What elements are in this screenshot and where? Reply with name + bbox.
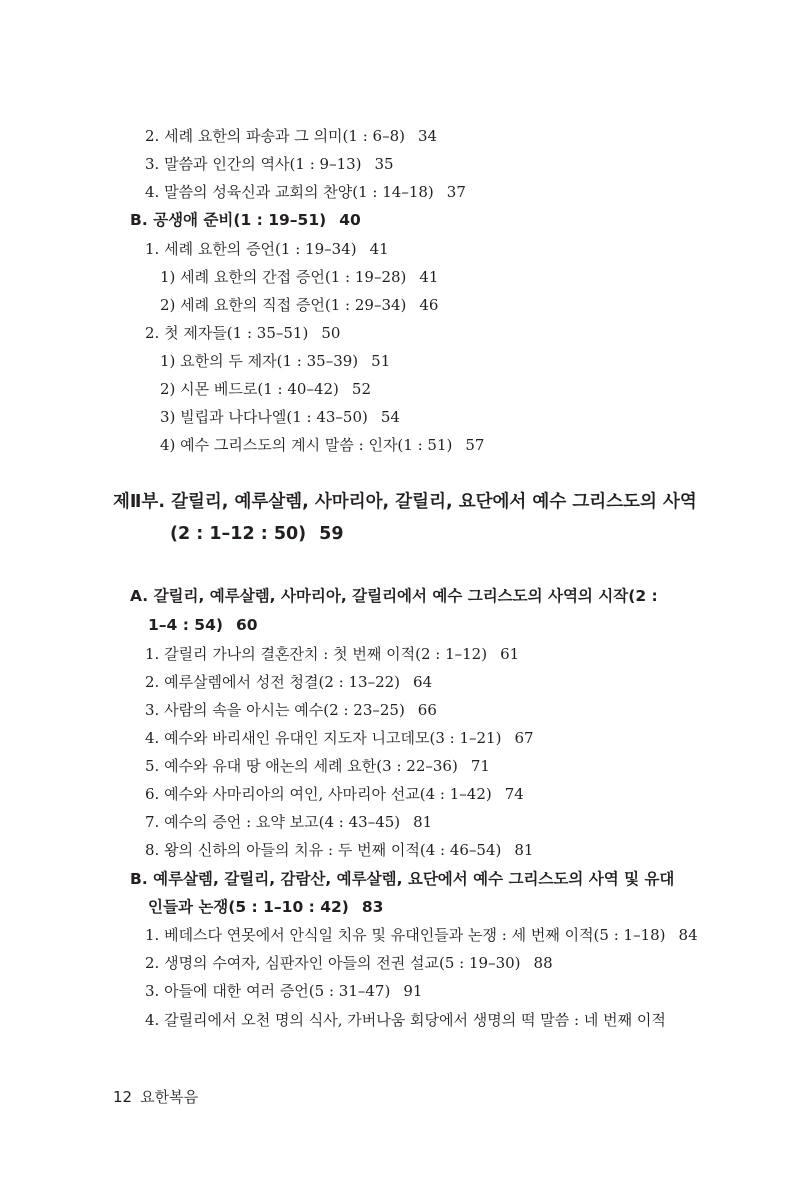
toc-entry <box>145 640 519 668</box>
subentry-page-number: 41 <box>419 268 439 286</box>
entry-page-number: 71 <box>470 757 490 775</box>
entry-title: 1. 세례 요한의 증언(1 : 19–34) <box>145 240 357 258</box>
section-page-number: 40 <box>339 211 361 229</box>
subentry-page-number: 57 <box>465 436 485 454</box>
toc-entry <box>145 752 490 780</box>
subentry-page-number: 46 <box>419 296 439 314</box>
toc-entry <box>145 150 394 178</box>
footer-page-number: 12 <box>113 1088 133 1106</box>
subentry-title: 1) 요한의 두 제자(1 : 35–39) <box>160 352 359 370</box>
subentry-page-number: 51 <box>371 352 391 370</box>
part-page-number: 59 <box>319 524 344 544</box>
toc-subentry <box>160 403 400 431</box>
toc-entry <box>145 921 698 949</box>
toc-subentry <box>160 347 390 375</box>
entry-title: 3. 아들에 대한 여러 증언(5 : 31–47) <box>145 982 391 1000</box>
entry-page-number: 81 <box>413 813 433 831</box>
entry-page-number: 67 <box>514 729 534 747</box>
entry-page-number: 61 <box>500 645 520 663</box>
entry-page-number: 81 <box>514 841 534 859</box>
toc-entry <box>145 808 432 836</box>
subentry-title: 2) 시몬 베드로(1 : 40–42) <box>160 380 339 398</box>
toc-part-heading <box>113 486 697 518</box>
entry-page-number: 35 <box>374 155 394 173</box>
entry-title: 4. 말씀의 성육신과 교회의 찬양(1 : 14–18) <box>145 183 434 201</box>
entry-title: 3. 말씀과 인간의 역사(1 : 9–13) <box>145 155 362 173</box>
entry-title: 1. 베데스다 연못에서 안식일 치유 및 유대인들과 논쟁 : 세 번째 이적(5 : 1–18) <box>145 926 666 944</box>
toc-entry <box>145 724 534 752</box>
entry-title: 3. 사람의 속을 아시는 예수(2 : 23–25) <box>145 701 405 719</box>
page-footer <box>113 1083 198 1111</box>
toc-part-heading-continued <box>170 518 344 550</box>
toc-entry <box>145 319 340 347</box>
entry-page-number: 88 <box>533 954 553 972</box>
subentry-page-number: 54 <box>380 408 400 426</box>
entry-page-number: 64 <box>413 673 433 691</box>
toc-section-heading <box>130 582 658 610</box>
toc-entry <box>145 668 432 696</box>
entry-title: 2. 첫 제자들(1 : 35–51) <box>145 324 309 342</box>
toc-entry <box>145 1006 666 1034</box>
section-page-number: 60 <box>235 616 258 634</box>
toc-subentry <box>160 291 438 319</box>
subentry-title: 3) 빌립과 나다나엘(1 : 43–50) <box>160 408 368 426</box>
section-title: A. 갈릴리, 예루살렘, 사마리아, 갈릴리에서 예수 그리스도의 사역의 시작(2 : <box>130 587 658 605</box>
toc-entry <box>145 122 437 150</box>
subentry-page-number: 52 <box>351 380 371 398</box>
entry-title: 4. 예수와 바리새인 유대인 지도자 니고데모(3 : 1–21) <box>145 729 502 747</box>
toc-section-heading-continued <box>148 611 258 639</box>
toc-subentry <box>160 263 438 291</box>
toc-entry <box>145 836 533 864</box>
entry-page-number: 34 <box>417 127 438 145</box>
entry-title: 4. 갈릴리에서 오천 명의 식사, 가버나움 회당에서 생명의 떡 말씀 : 네 번째 이적 <box>145 1011 666 1029</box>
part-title-continued: (2 : 1–12 : 50) <box>170 524 307 544</box>
toc-entry <box>145 780 524 808</box>
toc-section-heading <box>130 865 674 893</box>
entry-title: 2. 생명의 수여자, 심판자인 아들의 전권 설교(5 : 19–30) <box>145 954 521 972</box>
entry-page-number: 50 <box>321 324 341 342</box>
toc-entry <box>145 178 466 206</box>
toc-subentry <box>160 375 371 403</box>
entry-page-number: 74 <box>504 785 524 803</box>
entry-title: 5. 예수와 유대 땅 애논의 세례 요한(3 : 22–36) <box>145 757 458 775</box>
section-page-number: 83 <box>361 898 384 916</box>
toc-entry <box>145 949 553 977</box>
entry-page-number: 84 <box>678 926 698 944</box>
entry-title: 2. 예루살렘에서 성전 청결(2 : 13–22) <box>145 673 401 691</box>
entry-title: 1. 갈릴리 가나의 결혼잔치 : 첫 번째 이적(2 : 1–12) <box>145 645 488 663</box>
entry-page-number: 66 <box>417 701 437 719</box>
entry-title: 8. 왕의 신하의 아들의 치유 : 두 번째 이적(4 : 46–54) <box>145 841 502 859</box>
entry-page-number: 91 <box>403 982 423 1000</box>
section-title-continued: 인들과 논쟁(5 : 1–10 : 42) <box>148 898 349 916</box>
entry-title: 2. 세례 요한의 파송과 그 의미(1 : 6–8) <box>145 127 405 145</box>
entry-title: 7. 예수의 증언 : 요약 보고(4 : 43–45) <box>145 813 401 831</box>
subentry-title: 4) 예수 그리스도의 계시 말씀 : 인자(1 : 51) <box>160 436 453 454</box>
toc-subentry <box>160 431 484 459</box>
toc-section-heading <box>130 206 361 234</box>
footer-book-title: 요한복음 <box>140 1088 199 1106</box>
entry-page-number: 37 <box>446 183 466 201</box>
toc-entry <box>145 696 437 724</box>
toc-section-heading-continued <box>148 893 383 921</box>
section-title: B. 공생애 준비(1 : 19–51) <box>130 211 327 229</box>
subentry-title: 1) 세례 요한의 간접 증언(1 : 19–28) <box>160 268 407 286</box>
entry-page-number: 41 <box>369 240 389 258</box>
subentry-title: 2) 세례 요한의 직접 증언(1 : 29–34) <box>160 296 407 314</box>
toc-entry <box>145 235 389 263</box>
entry-title: 6. 예수와 사마리아의 여인, 사마리아 선교(4 : 1–42) <box>145 785 492 803</box>
part-title: 제Ⅱ부. 갈릴리, 예루살렘, 사마리아, 갈릴리, 요단에서 예수 그리스도의 사역 <box>113 492 697 512</box>
section-title-continued: 1–4 : 54) <box>148 616 223 634</box>
toc-entry <box>145 977 422 1005</box>
section-title: B. 예루살렘, 갈릴리, 감람산, 예루살렘, 요단에서 예수 그리스도의 사역 및 유대 <box>130 870 675 888</box>
